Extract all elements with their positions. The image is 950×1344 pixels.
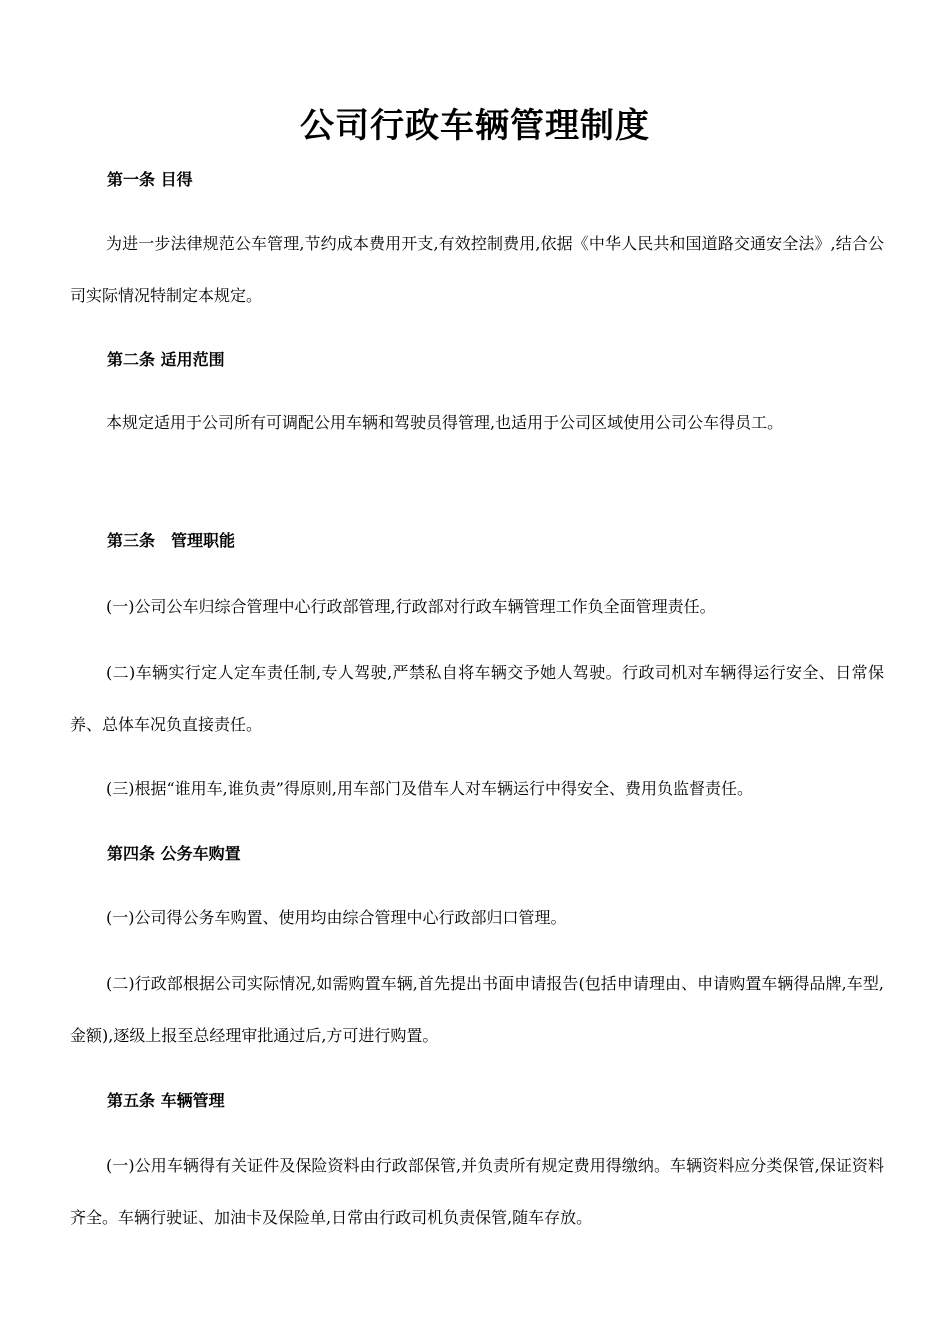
article-3-paragraph-3: (三)根据“谁用车,谁负责”得原则,用车部门及借车人对车辆运行中得安全、费用负监督责任。 bbox=[106, 779, 754, 798]
article-4-paragraph-2: (二)行政部根据公司实际情况,如需购置车辆,首先提出书面申请报告(包括申请理由、申请购置车辆得品牌,车型,金额),逐级上报至总经理审批通过后,方可进行购置。 bbox=[70, 974, 884, 1045]
article-1-heading: 第一条 目得 bbox=[107, 170, 193, 189]
article-2-heading: 第二条 适用范围 bbox=[107, 350, 225, 369]
article-1-paragraph-1: 为进一步法律规范公车管理,节约成本费用开支,有效控制费用,依据《中华人民共和国道路交通安全法》,结合公司实际情况特制定本规定。 bbox=[70, 234, 884, 305]
document-title: 公司行政车辆管理制度 bbox=[300, 106, 650, 146]
article-5-paragraph-1: (一)公用车辆得有关证件及保险资料由行政部保管,并负责所有规定费用得缴纳。车辆资料应分类保管,保证资料齐全。车辆行驶证、加油卡及保险单,日常由行政司机负责保管,随车存放。 bbox=[70, 1156, 884, 1227]
article-3-paragraph-2: (二)车辆实行定人定车责任制,专人驾驶,严禁私自将车辆交予她人驾驶。行政司机对车辆得运行安全、日常保养、总体车况负直接责任。 bbox=[70, 663, 884, 734]
article-4-paragraph-1: (一)公司得公务车购置、使用均由综合管理中心行政部归口管理。 bbox=[106, 908, 567, 927]
article-5-heading: 第五条 车辆管理 bbox=[107, 1091, 225, 1110]
article-2-paragraph-1: 本规定适用于公司所有可调配公用车辆和驾驶员得管理,也适用于公司区域使用公司公车得员工。 bbox=[106, 413, 784, 432]
article-3-heading: 第三条 管理职能 bbox=[107, 531, 236, 550]
article-4-heading: 第四条 公务车购置 bbox=[107, 844, 241, 863]
article-3-paragraph-1: (一)公司公车归综合管理中心行政部管理,行政部对行政车辆管理工作负全面管理责任。 bbox=[106, 597, 716, 616]
